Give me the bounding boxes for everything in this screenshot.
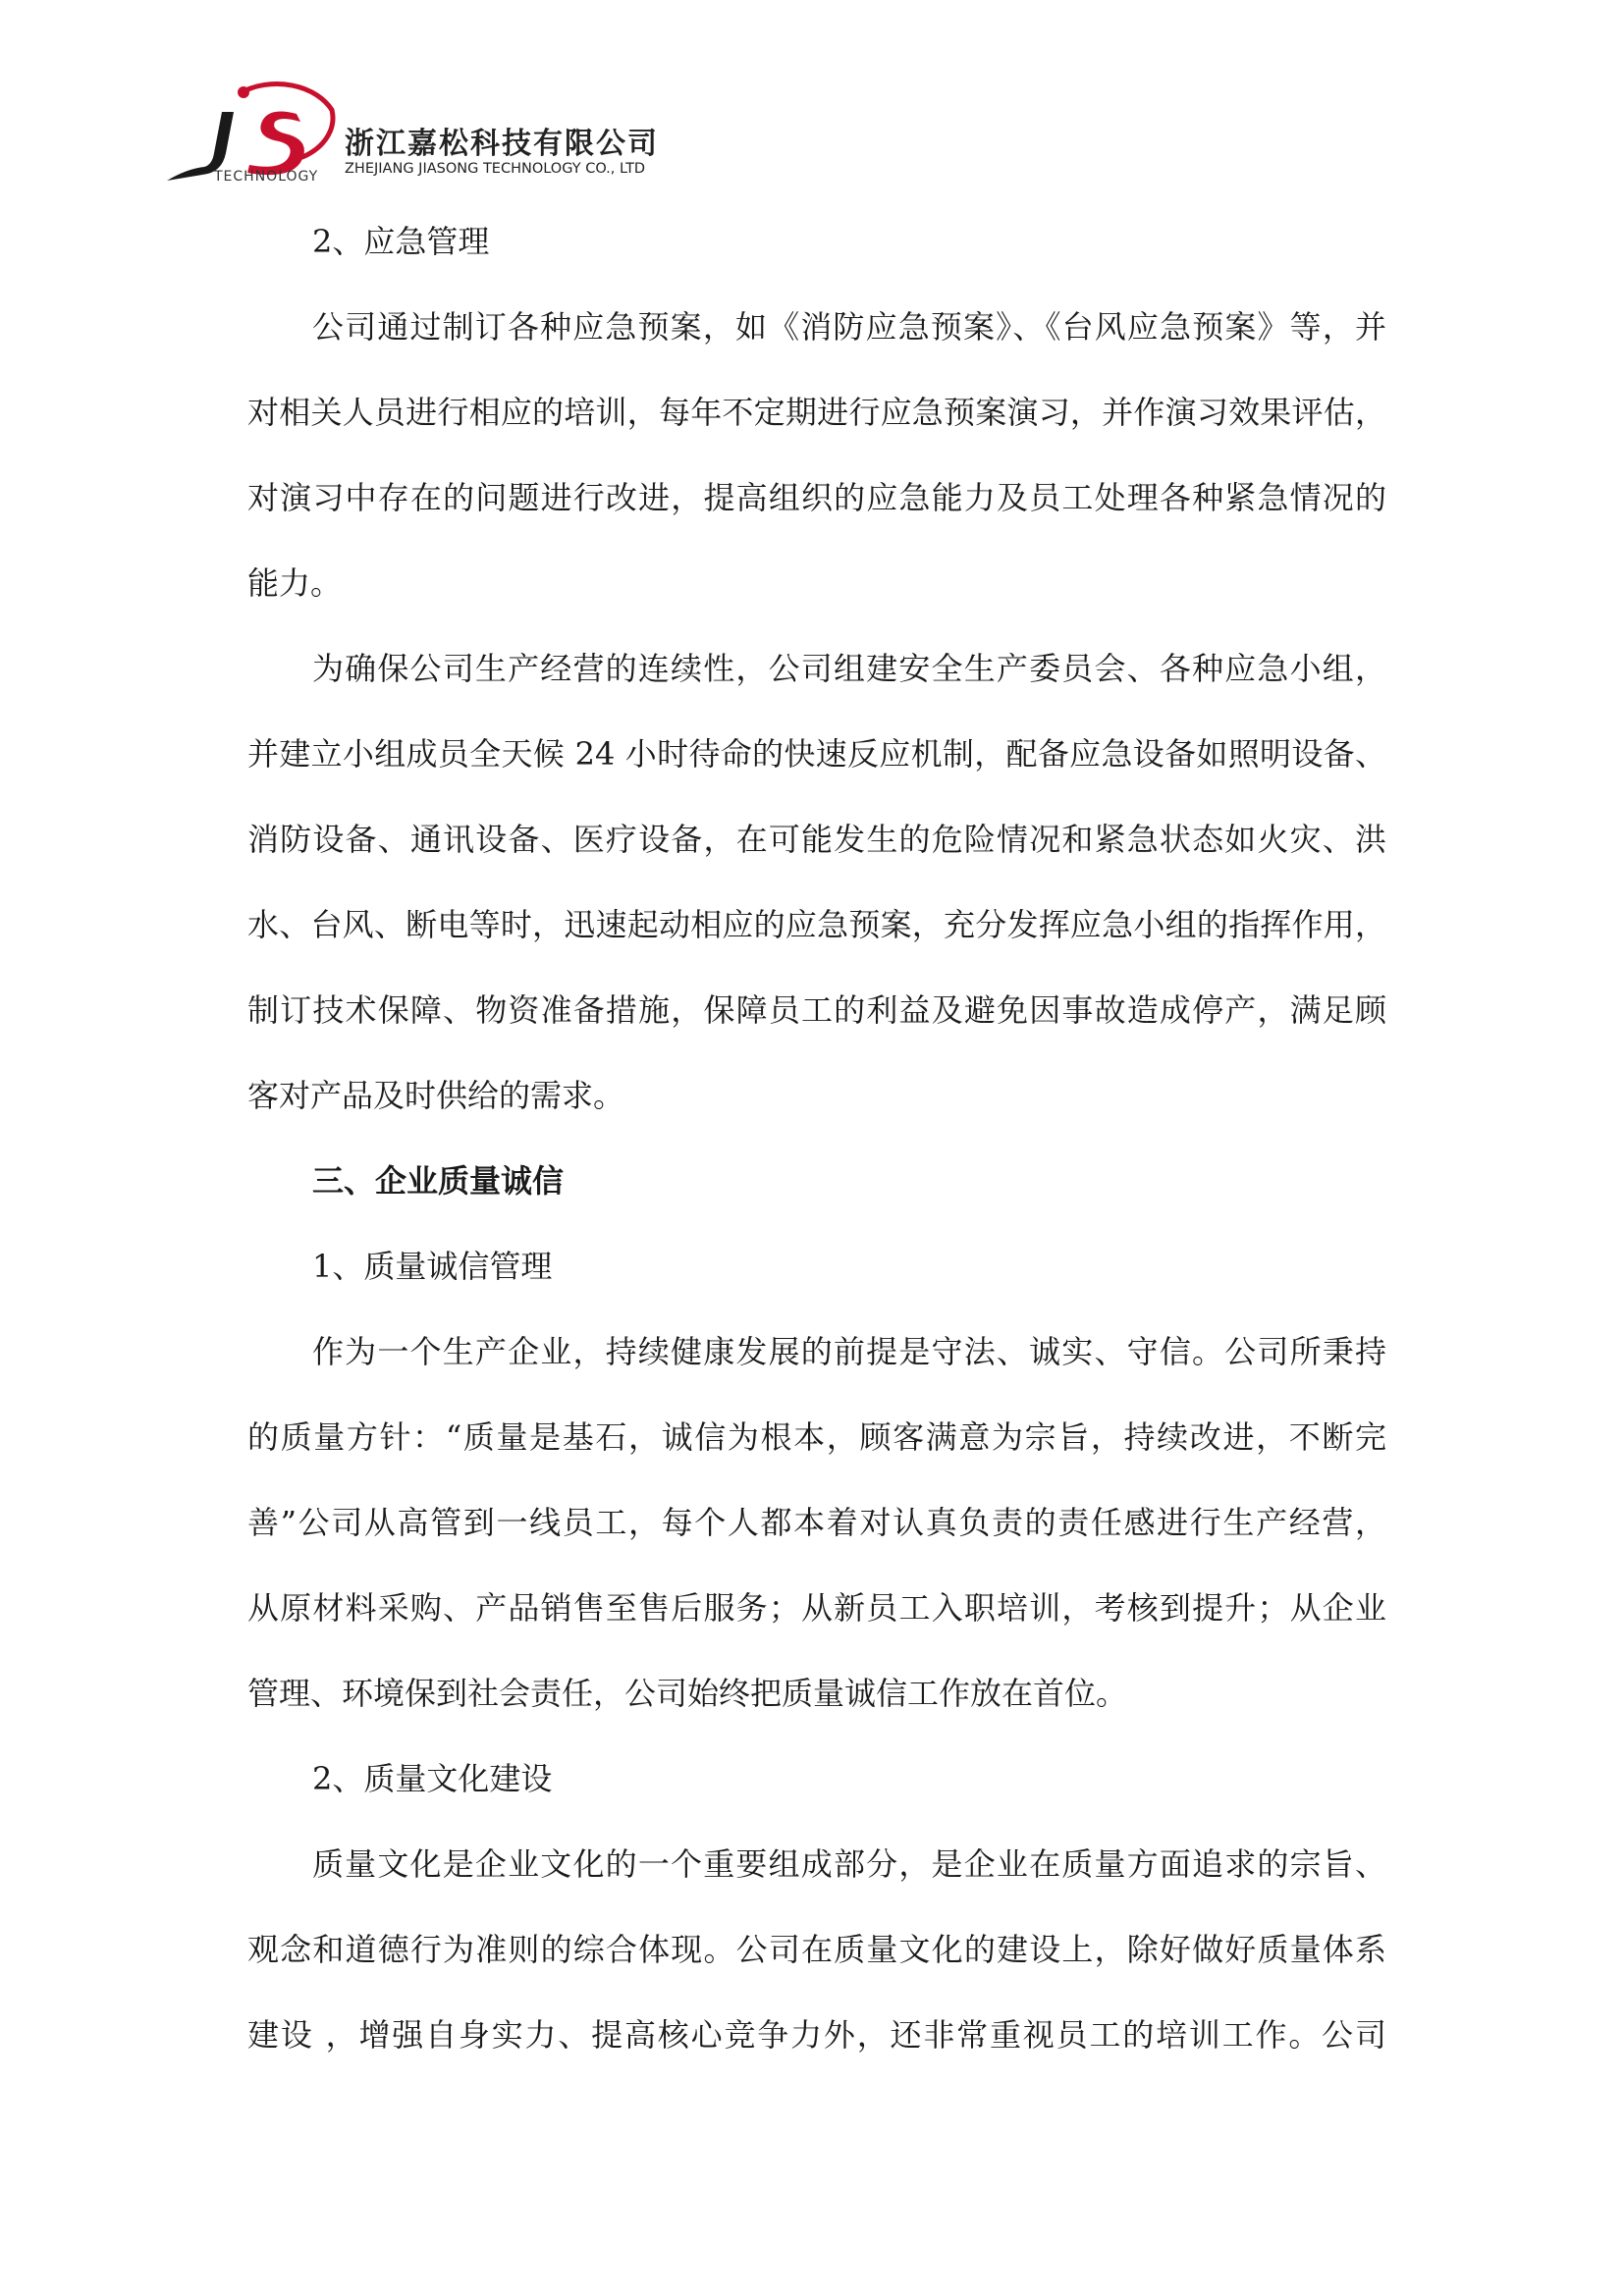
section-heading-quality-integrity: 三、企业质量诚信 xyxy=(312,1162,565,1200)
subheading-quality-culture: 2、质量文化建设 xyxy=(312,1760,553,1797)
paragraph-line: 的质量方针：“质量是基石，诚信为根本，顾客满意为宗旨，持续改进，不断完 xyxy=(247,1418,1386,1456)
paragraph-line: 观念和道德行为准则的综合体现。公司在质量文化的建设上，除好做好质量体系 xyxy=(247,1931,1386,1968)
logo-subtitle: TECHNOLOGY xyxy=(214,169,319,185)
paragraph-line: 制订技术保障、物资准备措施，保障员工的利益及避免因事故造成停产，满足顾 xyxy=(247,991,1386,1029)
paragraph-line: 并建立小组成员全天候 24 小时待命的快速反应机制，配备应急设备如照明设备、 xyxy=(247,735,1386,773)
paragraph-line: 作为一个生产企业，持续健康发展的前提是守法、诚实、守信。公司所秉持 xyxy=(312,1333,1386,1370)
paragraph-line: 对相关人员进行相应的培训，每年不定期进行应急预案演习，并作演习效果评估， xyxy=(247,394,1386,431)
company-name-en: ZHEJIANG JIASONG TECHNOLOGY CO., LTD xyxy=(345,161,646,177)
paragraph-line: 管理、环境保到社会责任，公司始终把质量诚信工作放在首位。 xyxy=(247,1675,1128,1712)
paragraph-line: 能力。 xyxy=(247,564,343,602)
paragraph-line: 建设 ，增强自身实力、提高核心竞争力外，还非常重视员工的培训工作。公司 xyxy=(247,2016,1386,2054)
paragraph-line: 为确保公司生产经营的连续性，公司组建安全生产委员会、各种应急小组， xyxy=(312,650,1386,687)
paragraph-line: 从原材料采购、产品销售至售后服务；从新员工入职培训，考核到提升；从企业 xyxy=(247,1589,1386,1627)
paragraph-line: 善”公司从高管到一线员工，每个人都本着对认真负责的责任感进行生产经营， xyxy=(247,1504,1386,1541)
paragraph-line: 对演习中存在的问题进行改进，提高组织的应急能力及员工处理各种紧急情况的 xyxy=(247,479,1386,516)
letterhead xyxy=(165,63,715,190)
paragraph-line: 消防设备、通讯设备、医疗设备，在可能发生的危险情况和紧急状态如火灾、洪 xyxy=(247,821,1386,858)
subheading-quality-integrity-management: 1、质量诚信管理 xyxy=(312,1248,553,1285)
paragraph-line: 公司通过制订各种应急预案，如《消防应急预案》、《台风应急预案》等，并 xyxy=(312,308,1386,346)
company-name-cn: 浙江嘉松科技有限公司 xyxy=(345,127,659,161)
paragraph-line: 客对产品及时供给的需求。 xyxy=(247,1077,625,1114)
subheading-emergency-management: 2、应急管理 xyxy=(312,223,490,260)
paragraph-line: 质量文化是企业文化的一个重要组成部分，是企业在质量方面追求的宗旨、 xyxy=(312,1845,1386,1883)
paragraph-line: 水、台风、断电等时，迅速起动相应的应急预案，充分发挥应急小组的指挥作用， xyxy=(247,906,1386,943)
